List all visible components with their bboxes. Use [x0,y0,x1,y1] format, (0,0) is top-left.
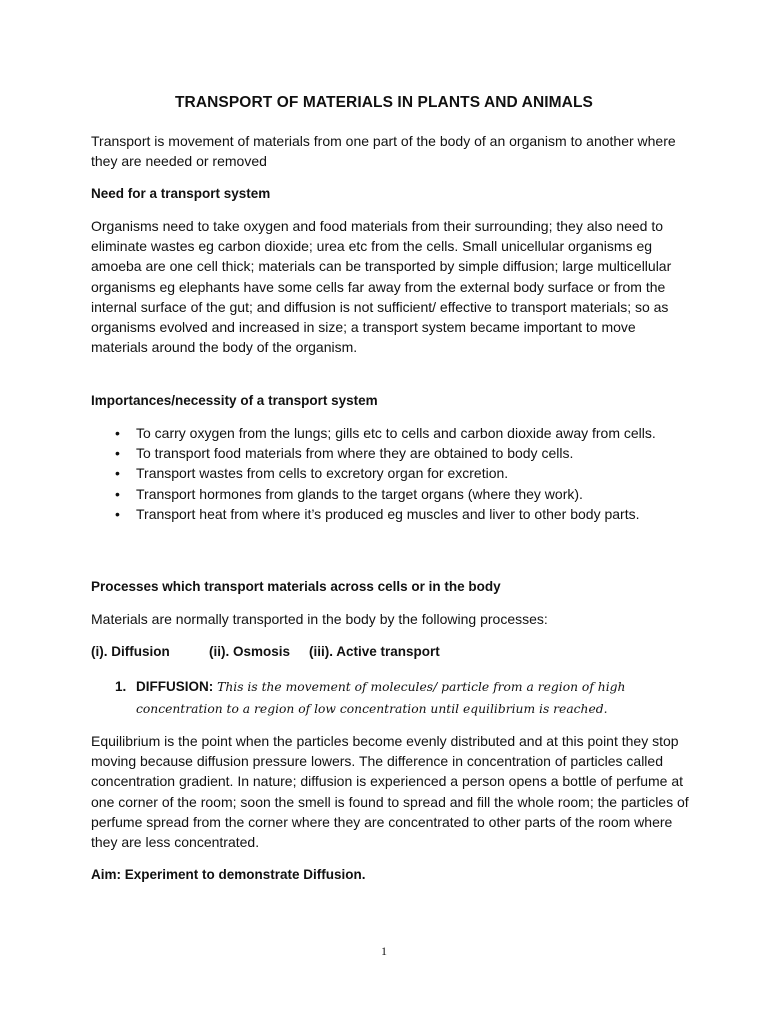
diffusion-text: This is the movement of molecules/ particle from a region of high concentration to a region of low concentration until equilibrium is reached. [136,680,626,716]
aim-heading: Aim: Experiment to demonstrate Diffusion. [91,867,366,882]
list-item: • To carry oxygen from the lungs; gills etc to cells and carbon dioxide away from cells. [91,423,691,443]
intro-paragraph: Transport is movement of materials from one part of the body of an organism to another where they are needed or removed [91,133,676,170]
document-title: TRANSPORT OF MATERIALS IN PLANTS AND ANIMALS [174,94,593,111]
bullet-icon: • [115,465,120,482]
bullet-icon: • [115,485,120,502]
need-heading: Need for a transport system [91,186,271,201]
list-item: • Transport wastes from cells to excretory organ for excretion. [91,463,691,483]
list-item: • To transport food materials from where they are obtained to body cells. [91,443,691,463]
diffusion-number: 1. [115,679,127,694]
importance-heading: Importances/necessity of a transport system [91,393,378,408]
process-diffusion: (i). Diffusion [91,644,170,659]
process-active-transport: (iii). Active transport [309,644,440,659]
bullet-icon: • [115,445,120,462]
list-item: • Transport heat from where it’s produced eg muscles and liver to other body parts. [91,504,691,524]
need-paragraph: Organisms need to take oxygen and food materials from their surrounding; they also need to eliminate wastes eg carbon dioxide; urea etc from the cells. Small unicellular organisms eg amoeba are one cell thick; materials can be transported by simple diffusion; large multicellular organisms eg elephants have some cells far away from the external body surface or from the internal surface of the gut; and diffusion is not sufficient/ effective to transport materials; so as organisms evolved and increased in size; a transport system became important to move materials around the body of the organism. [91,218,672,356]
diffusion-label: DIFFUSION: [136,679,214,694]
processes-intro: Materials are normally transported in the body by the following processes: [91,611,548,627]
bullet-icon: • [115,505,120,522]
page-number: 1 [381,944,387,958]
equilibrium-paragraph: Equilibrium is the point when the particles become evenly distributed and at this point they stop moving because diffusion pressure lowers. The difference in concentration of particles called concentration gradient. In nature; diffusion is experienced a person opens a bottle of perfume at one corner of the room; soon the smell is found to spread and fill the whole room; the particles of perfume spread from the corner where they are concentrated to other parts of the room where they are less concentrated. [91,733,689,851]
process-osmosis: (ii). Osmosis [209,644,291,659]
importance-list [91,423,691,524]
processes-heading: Processes which transport materials across cells or in the body [91,579,501,594]
list-item: • Transport hormones from glands to the target organs (where they work). [91,484,691,504]
bullet-icon: • [115,425,120,441]
